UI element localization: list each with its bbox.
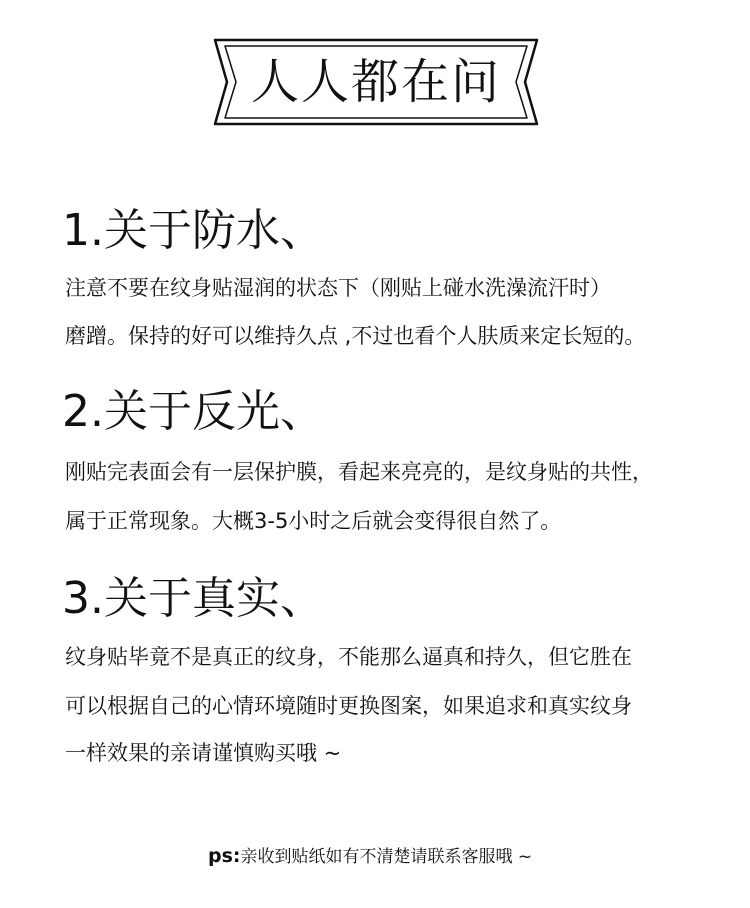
- ps-label: ps:: [208, 845, 241, 867]
- ps-text: 亲收到贴纸如有不清楚请联系客服哦 ~: [240, 847, 533, 867]
- title-banner: [205, 38, 547, 126]
- section-line: 纹身贴毕竟不是真正的纹身，不能那么逼真和持久，但它胜在: [65, 645, 632, 669]
- section-heading-realism: 3.关于真实、: [62, 573, 324, 624]
- section-line: 磨蹭。保持的好可以维持久点 ,不过也看个人肤质来定长短的。: [65, 324, 646, 348]
- section-line: 一样效果的亲请谨慎购买哦 ~: [65, 741, 342, 765]
- section-line: 注意不要在纹身贴湿润的状态下（刚贴上碰水洗澡流汗时）: [65, 276, 611, 300]
- section-line: 可以根据自己的心情环境随时更换图案，如果追求和真实纹身: [65, 694, 632, 718]
- section-heading-waterproof: 1.关于防水、: [62, 205, 324, 256]
- section-heading-reflection: 2.关于反光、: [62, 386, 324, 437]
- section-line: 刚贴完表面会有一层保护膜，看起来亮亮的，是纹身贴的共性，: [65, 460, 653, 484]
- section-line: 属于正常现象。大概3-5小时之后就会变得很自然了。: [65, 509, 562, 533]
- page-title: 人人都在问: [250, 54, 501, 110]
- footer-note: [208, 843, 532, 870]
